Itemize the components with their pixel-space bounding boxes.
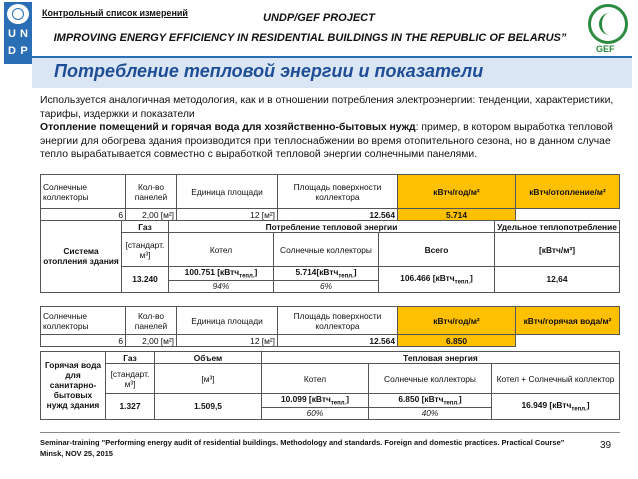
gef-globe-icon (588, 4, 628, 44)
unit-cell: [стандарт. м³] (122, 233, 169, 267)
header-cell: Газ (122, 221, 169, 233)
hot-water-table (40, 351, 620, 420)
header-cell: Площадь поверхности коллектора (278, 175, 398, 209)
row-label: Горячая вода для санитарно-бытовых нужд здания (41, 352, 106, 420)
value-text: 106.466 [кВтч (400, 273, 455, 283)
header-cell: Котел + Солнечный коллектор (492, 364, 620, 394)
solar-hot-water-table (40, 306, 620, 347)
project-subtitle: IMPROVING ENERGY EFFICIENCY IN RESIDENTIAL BUILDINGS IN THE REPUBLIC OF BELARUS” (53, 32, 567, 44)
header-cell: Удельное теплопотребление (495, 221, 620, 233)
header-cell: Потребление тепловой энергии (169, 221, 495, 233)
footer (40, 437, 580, 459)
value-text: 5.714[кВтч (295, 267, 339, 277)
header-cell: Кол-во панелей (126, 175, 177, 209)
gef-logo (584, 4, 632, 56)
header-cell: кВтч/горячая вода/м² (516, 307, 620, 335)
description-rest: : пример, в котором выработка тепловой энергии для обогрева здания производится при теплоснабжении во время отопительного сезона, но в данном случае тепло вырабатывается совместно с выработкой тепловой энергии солнечными панелями. (40, 122, 613, 161)
table-cell: 2,00 [м²] (126, 335, 177, 347)
unit-cell: [стандарт. м³] (106, 364, 155, 394)
value-text: 6.850 [кВтч (398, 394, 444, 404)
header-cell: кВтч/год/м² (398, 175, 516, 209)
header-cell: Единица площади (177, 307, 278, 335)
value-cell: 10.099 [кВтч$_{тепл.}$] (262, 394, 369, 408)
heating-system-table (40, 220, 620, 293)
value-cell: 12,64 (495, 267, 620, 293)
percent-cell: 40% (369, 407, 492, 419)
table-cell: 5.714 (398, 209, 516, 221)
header-cell: Кол-во панелей (126, 307, 177, 335)
value-text: 10.099 [кВтч (280, 394, 331, 404)
undp-logo (4, 2, 32, 64)
value-cell: 100.751 [кВтч$_{тепл.}$] (169, 267, 274, 281)
table-cell: 12 [м²] (177, 209, 278, 221)
table-cell: 12.564 (278, 209, 398, 221)
solar-heating-table (40, 174, 620, 221)
undp-letter: D (8, 45, 16, 57)
header-cell: Тепловая энергия (262, 352, 620, 364)
footer-seminar: Seminar-training "Performing energy audit of residential buildings. Methodology and standards. Foreign and domestic practices. Practical Course" (40, 438, 565, 447)
slide-title: Потребление тепловой энергии и показатели (54, 61, 484, 81)
header-cell: Котел (169, 233, 274, 267)
table-cell: 6.850 (398, 335, 516, 347)
value-cell: 6.850 [кВтч$_{тепл.}$] (369, 394, 492, 408)
header-cell: Солнечные коллекторы (369, 364, 492, 394)
value-subscript: тепл. (571, 406, 587, 413)
table-cell: 2,00 [м²] (126, 209, 177, 221)
unit-cell: [м³] (155, 364, 262, 394)
table-cell: 12 [м²] (177, 335, 278, 347)
table-cell: 6 (41, 209, 126, 221)
header-cell: Единица площади (177, 175, 278, 209)
checklist-label: Контрольный список измерений (42, 8, 188, 18)
value-text: 16.949 [кВтч (521, 400, 572, 410)
header-cell: Площадь поверхности коллектора (278, 307, 398, 335)
value-cell: 13.240 (122, 267, 169, 293)
percent-cell: 60% (262, 407, 369, 419)
table-cell: 6 (41, 335, 126, 347)
header-cell: Солнечные коллекторы (274, 233, 379, 267)
undp-letter: P (20, 45, 28, 57)
project-title: UNDP/GEF PROJECT (263, 12, 375, 24)
row-label: Система отопления здания (41, 221, 122, 293)
description (40, 94, 620, 162)
value-cell: 16.949 [кВтч$_{тепл.}$] (492, 394, 620, 420)
header-cell: Объем (155, 352, 262, 364)
header-cell: Всего (379, 233, 495, 267)
undp-letter: U (8, 28, 16, 40)
value-subscript: тепл. (454, 279, 471, 286)
undp-letter: N (20, 28, 28, 40)
value-cell: 106.466 [кВтч$_{тепл.}$] (379, 267, 495, 293)
gef-label: GEF (596, 44, 615, 54)
table-cell: 12.564 (278, 335, 398, 347)
value-cell: 1.327 (106, 394, 155, 420)
description-text: Используется аналогичная методология, как и в отношении потребления электроэнергии: тенденции, характеристики, тарифы, издержки и показатели (40, 95, 614, 120)
percent-cell: 94% (169, 280, 274, 292)
header-cell: кВтч/отопление/м² (516, 175, 620, 209)
description-bold: Отопление помещений и горячая вода для хозяйственно-бытовых нужд (40, 122, 416, 134)
value-subscript: тепл. (338, 273, 354, 280)
slide-title-bar (32, 56, 632, 88)
percent-cell: 6% (274, 280, 379, 292)
footer-divider (40, 432, 620, 433)
header-cell: Солнечные коллекторы (41, 307, 126, 335)
value-subscript: тепл. (330, 400, 347, 407)
header-cell: Котел (262, 364, 369, 394)
un-globe-icon (7, 4, 29, 24)
value-subscript: тепл. (239, 273, 255, 280)
unit-cell: [кВтч/м³] (495, 233, 620, 267)
value-cell: 5.714[кВтч$_{тепл.}$] (274, 267, 379, 281)
page-number: 39 (600, 440, 612, 451)
header-cell: Газ (106, 352, 155, 364)
value-subscript: тепл. (443, 400, 459, 407)
header-cell: кВтч/год/м² (398, 307, 516, 335)
header-cell: Солнечные коллекторы (41, 175, 126, 209)
value-text: 100.751 [кВтч (184, 267, 240, 277)
value-cell: 1.509,5 (155, 394, 262, 420)
footer-location: Minsk, NOV 25, 2015 (40, 449, 113, 458)
